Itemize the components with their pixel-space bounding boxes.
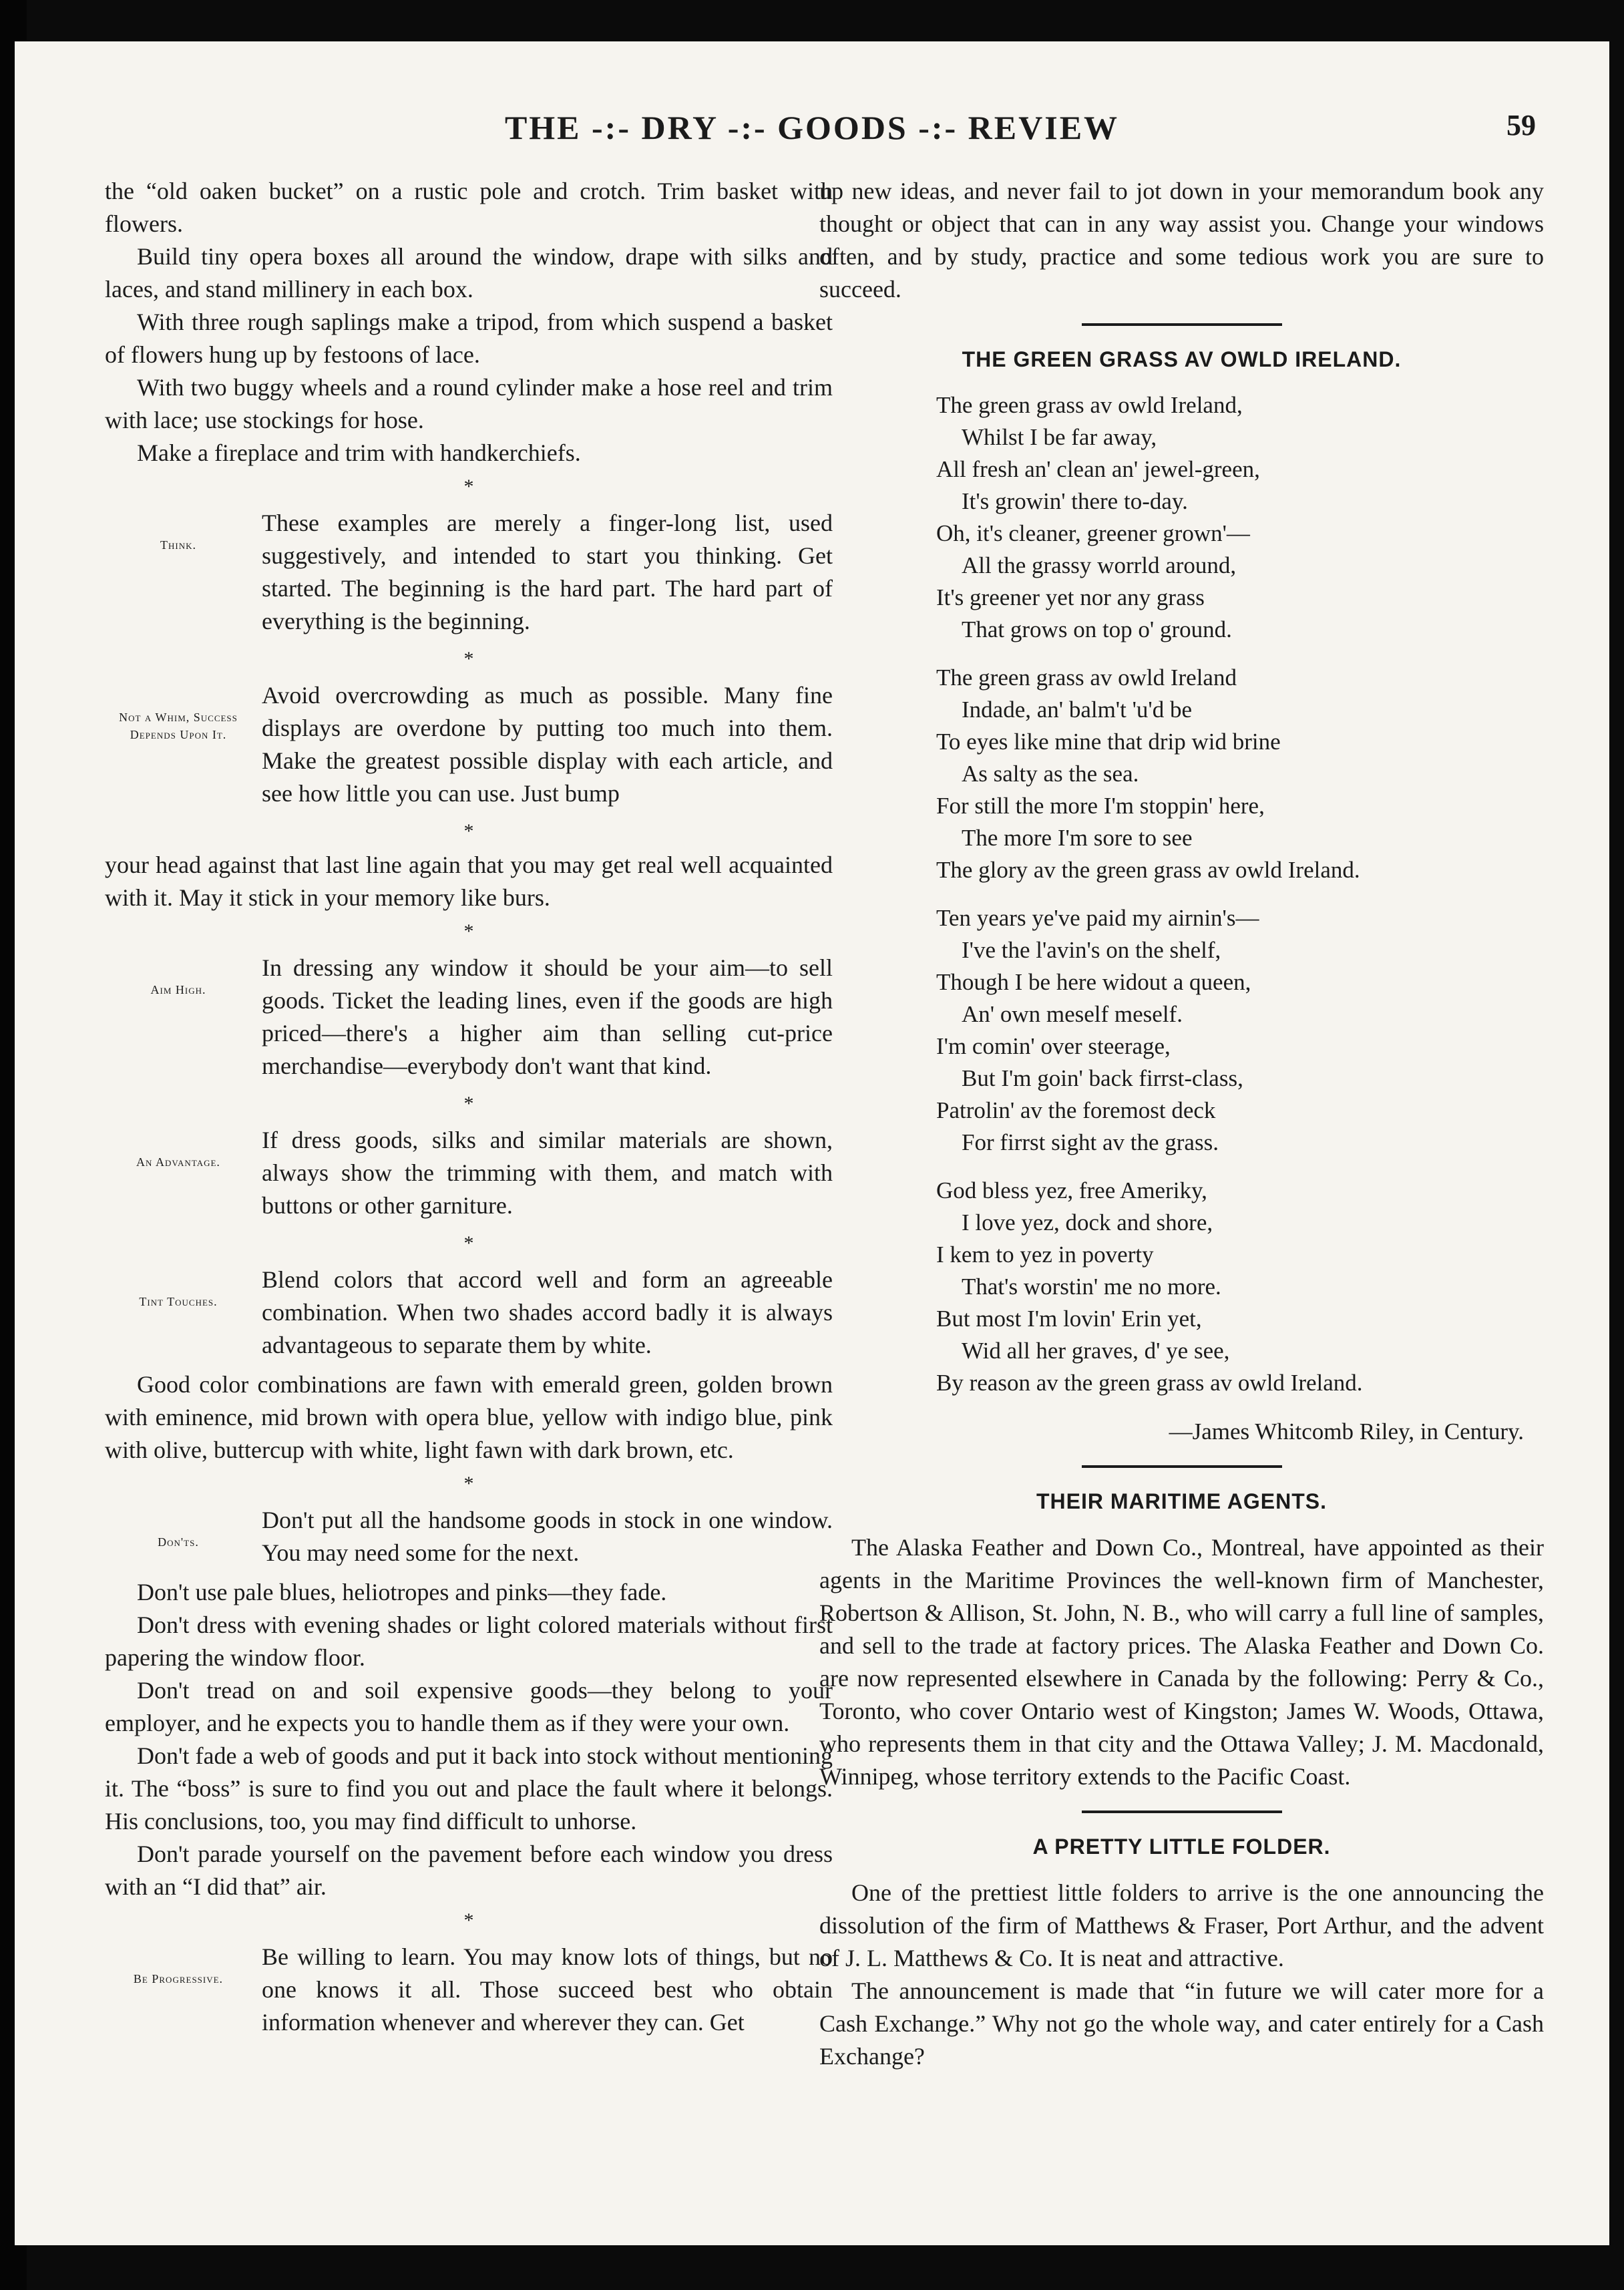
section-donts [105, 1504, 833, 1569]
magazine-page [15, 41, 1609, 2245]
article-title: A PRETTY LITTLE FOLDER. [1032, 1835, 1331, 1859]
poem-line: Wid all her graves, d' ye see, [962, 1338, 1230, 1364]
poem [936, 389, 1544, 1399]
section-divider-star: * [463, 1232, 474, 1254]
poem-line: By reason av the green grass av owld Ireland. [936, 1370, 1363, 1396]
paragraph: Good color combinations are fawn with emerald green, golden brown with eminence, mid brown with opera blue, yellow with indigo blue, pink with olive, buttercup with white, light fawn with dark brown, etc. [105, 1371, 833, 1463]
paragraph: With two buggy wheels and a round cylinder make a hose reel and trim with lace; use stockings for hose. [105, 374, 833, 433]
paragraph: Blend colors that accord well and form an agreeable combination. When two shades accord badly it is always advantageous to separate them by white. [262, 1266, 833, 1358]
paragraph: Be willing to learn. You may know lots of things, but no one knows it all. Those succeed best who obtain information whenever and wherever they can. Get [262, 1943, 833, 2036]
page-number: 59 [1506, 109, 1536, 142]
paragraph: Don't tread on and soil expensive goods—they belong to your employer, and he expects you to handle them as if they were your own. [105, 1677, 833, 1736]
article-title: THEIR MARITIME AGENTS. [1036, 1489, 1328, 1513]
section-divider-star: * [463, 1473, 474, 1495]
paragraph: If dress goods, silks and similar materials are shown, always show the trimming with them, and match with buttons or other garniture. [262, 1127, 833, 1219]
section-rule [1082, 1810, 1282, 1813]
paragraph: Build tiny opera boxes all around the window, drape with silks and laces, and stand millinery in each box. [105, 243, 833, 303]
poem-line: The more I'm sore to see [962, 825, 1193, 851]
side-heading: Don'ts. [158, 1535, 199, 1549]
section-tint-touches [105, 1264, 833, 1362]
paragraph: Don't put all the handsome goods in stock in one window. You may need some for the next. [262, 1507, 833, 1566]
poem-line: As salty as the sea. [962, 761, 1139, 787]
poem-stanza [936, 389, 1544, 646]
poem-line: That grows on top o' ground. [962, 616, 1232, 642]
poem-line: Whilst I be far away, [962, 424, 1157, 450]
paragraph: Make a fireplace and trim with handkerchiefs. [137, 439, 581, 466]
paragraph: Avoid overcrowding as much as possible. Many fine displays are overdone by putting too much into them. Make the greatest possible display with each article, and see how little you can use. Just bump [262, 682, 833, 807]
poem-line: Ten years ye've paid my airnin's— [936, 905, 1259, 931]
paragraph: These examples are merely a finger-long list, used suggestively, and intended to start you thinking. Get started. The beginning is the hard part. The hard part of everything is the beginning. [262, 510, 833, 634]
section-think [105, 507, 833, 638]
poem-line: It's greener yet nor any grass [936, 584, 1205, 610]
paragraph: Don't dress with evening shades or light colored materials without first papering the window floor. [105, 1611, 833, 1671]
page-title: THE -:- DRY -:- GOODS -:- REVIEW [504, 109, 1120, 146]
section-rule [1082, 323, 1282, 326]
poem-line: I've the l'avin's on the shelf, [962, 937, 1221, 963]
right-column [819, 175, 1544, 2073]
poem-line: All fresh an' clean an' jewel-green, [936, 456, 1260, 482]
side-heading: Not a Whim, Success Depends Upon It. [119, 711, 238, 741]
section-advantage [105, 1124, 833, 1222]
paragraph: The Alaska Feather and Down Co., Montreal, have appointed as their agents in the Maritime Provinces the well-known firm of Manchester, Robertson & Allison, St. John, N. B., who will carry a full line of samples, and sell to the trade at factory prices. The Alaska Feather and Down Co. are now represented elsewhere in Canada by the following: Perry & Co., Toronto, who cover Ontario west of Kingston; James W. Woods, Ottawa, who represents them in that city and the Ottawa Valley; J. M. Macdonald, Winnipeg, whose territory extends to the Pacific Coast. [819, 1534, 1544, 1790]
paragraph: Don't use pale blues, heliotropes and pinks—they fade. [137, 1579, 667, 1605]
poem-stanza [936, 662, 1544, 886]
paragraph: One of the prettiest little folders to arrive is the one announcing the dissolution of the firm of Matthews & Fraser, Port Arthur, and the advent of J. L. Matthews & Co. It is neat and attractive. [819, 1879, 1544, 1971]
poem-line: The glory av the green grass av owld Ireland. [936, 857, 1360, 883]
poem-line: But I'm goin' back firrst-class, [962, 1065, 1243, 1091]
side-heading: Aim High. [150, 983, 206, 996]
poem-line: The green grass av owld Ireland [936, 664, 1237, 691]
paragraph: Don't parade yourself on the pavement before each window you dress with an “I did that” air. [105, 1841, 833, 1900]
poem-line: To eyes like mine that drip wid brine [936, 729, 1281, 755]
side-heading: Think. [160, 538, 196, 552]
poem-line: God bless yez, free Ameriky, [936, 1177, 1207, 1203]
poem-line: All the grassy worrld around, [962, 552, 1237, 578]
section-be-progressive [105, 1941, 833, 2039]
paragraph: In dressing any window it should be your aim—to sell goods. Ticket the leading lines, even if the goods are high priced—there's a higher aim than selling cut-price merchandise—everybody don't want that kind. [262, 954, 833, 1079]
poem-line: Though I be here widout a queen, [936, 969, 1251, 995]
paragraph: Don't fade a web of goods and put it back into stock without mentioning it. The “boss” is sure to find you out and place the fault where it belongs. His conclusions, too, you may find difficult to unhorse. [105, 1742, 833, 1835]
poem-line: But most I'm lovin' Erin yet, [936, 1306, 1202, 1332]
section-divider-star: * [463, 648, 474, 670]
section-aim-high [105, 952, 833, 1083]
poem-line: I kem to yez in poverty [936, 1242, 1154, 1268]
poem-line: The green grass av owld Ireland, [936, 392, 1243, 418]
poem-line: I'm comin' over steerage, [936, 1033, 1171, 1059]
poem-stanza [936, 1175, 1544, 1399]
left-column [105, 175, 833, 2046]
section-divider-star: * [463, 475, 474, 498]
section-divider-star: * [463, 1909, 474, 1931]
section-not-a-whim [105, 679, 833, 810]
paragraph: the “old oaken bucket” on a rustic pole and crotch. Trim basket with flowers. [105, 178, 833, 237]
poem-line: For still the more I'm stoppin' here, [936, 793, 1265, 819]
section-divider-star: * [463, 820, 474, 842]
poem-line: That's worstin' me no more. [962, 1274, 1221, 1300]
paragraph: your head against that last line again that you may get real well acquainted with it. May it stick in your memory like burs. [105, 851, 833, 911]
poem-stanza [936, 902, 1544, 1159]
side-heading: An Advantage. [136, 1155, 220, 1169]
poem-title: THE GREEN GRASS AV OWLD IRELAND. [962, 347, 1402, 371]
paragraph: up new ideas, and never fail to jot down in your memorandum book any thought or object that can in any way assist you. Change your windows often, and by study, practice and some tedious work you are sure to succeed. [819, 178, 1544, 303]
poem-line: For firrst sight av the grass. [962, 1129, 1219, 1155]
section-rule [1082, 1465, 1282, 1468]
paragraph: The announcement is made that “in future we will cater more for a Cash Exchange.” Why not go the whole way, and cater entirely for a Cash Exchange? [819, 1977, 1544, 2070]
poem-line: It's growin' there to-day. [962, 488, 1188, 514]
side-heading: Be Progressive. [133, 1972, 224, 1985]
poem-line: I love yez, dock and shore, [962, 1209, 1213, 1235]
poem-line: An' own meself meself. [962, 1001, 1183, 1027]
side-heading: Tint Touches. [139, 1295, 218, 1308]
poem-line: Oh, it's cleaner, greener grown'— [936, 520, 1250, 546]
poem-attribution: —James Whitcomb Riley, in Century. [1169, 1418, 1524, 1445]
poem-line: Indade, an' balm't 'u'd be [962, 697, 1192, 723]
section-divider-star: * [463, 920, 474, 942]
poem-line: Patrolin' av the foremost deck [936, 1097, 1216, 1123]
section-divider-star: * [463, 1093, 474, 1115]
paragraph: With three rough saplings make a tripod, from which suspend a basket of flowers hung up by festoons of lace. [105, 309, 833, 368]
page-header [15, 108, 1609, 168]
